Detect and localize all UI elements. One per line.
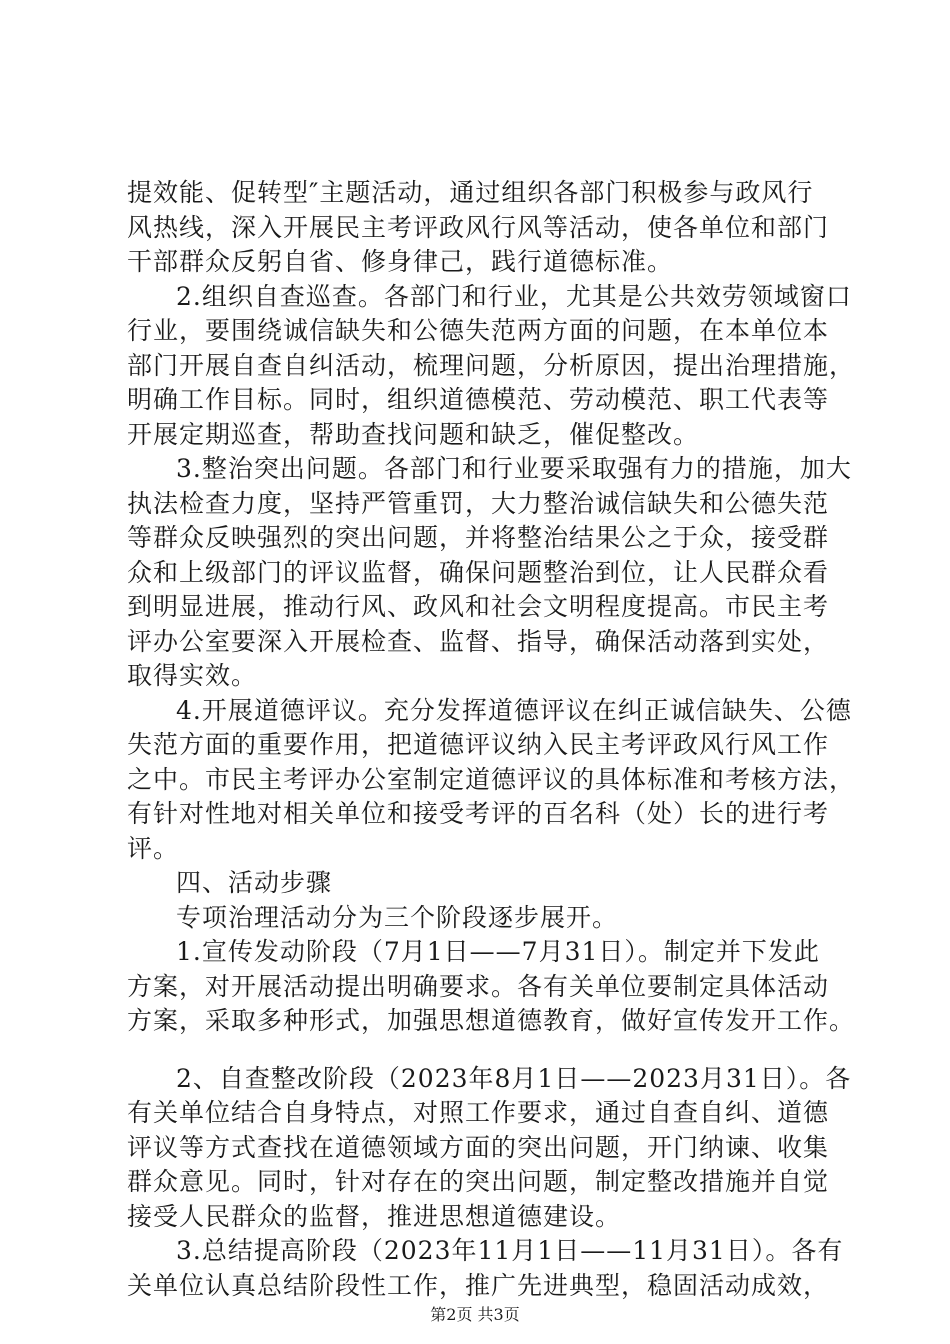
text-line: 专项治理活动分为三个阶段逐步展开。 <box>176 903 619 932</box>
text-line: 评办公室要深入开展检查、监督、指导，确保活动落到实处， <box>127 627 830 656</box>
text-line: 取得实效。 <box>127 661 258 690</box>
page-number-footer: 第2页 共3页 <box>430 1305 520 1324</box>
text-line: 3.总结提高阶段（2023年11月1日——11月31日）。各有 <box>176 1236 844 1265</box>
text-line: 评。 <box>127 834 180 863</box>
text-line: 开展定期巡查，帮助查找问题和缺乏，催促整改。 <box>127 420 700 449</box>
text-line: 执法检查力度，坚持严管重罚，大力整治诚信缺失和公德失范 <box>127 489 830 518</box>
text-line: 关单位认真总结阶段性工作，推广先进典型，稳固活动成效， <box>127 1271 830 1300</box>
text-line: 接受人民群众的监督，推进思想道德建设。 <box>127 1202 622 1231</box>
text-line: 评议等方式查找在道德领域方面的突出问题，开门纳谏、收集 <box>127 1133 830 1162</box>
text-line: 风热线，深入开展民主考评政风行风等活动，使各单位和部门 <box>127 213 830 242</box>
text-line: 众和上级部门的评议监督，确保问题整治到位，让人民群众看 <box>127 558 830 587</box>
text-line: 等群众反映强烈的突出问题，并将整治结果公之于众，接受群 <box>127 523 830 552</box>
text-line: 有关单位结合自身特点，对照工作要求，通过自查自纠、道德 <box>127 1098 830 1127</box>
section-heading: 四、活动步骤 <box>176 868 333 897</box>
text-line: 干部群众反躬自省、修身律己，践行道德标准。 <box>127 247 674 276</box>
text-line: 部门开展自查自纠活动，梳理问题，分析原因，提出治理措施， <box>127 351 856 380</box>
text-line: 群众意见。同时，针对存在的突出问题，制定整改措施并自觉 <box>127 1167 830 1196</box>
text-line: 失范方面的重要作用，把道德评议纳入民主考评政风行风工作 <box>127 730 830 759</box>
text-line: 到明显进展，推动行风、政风和社会文明程度提高。市民主考 <box>127 592 830 621</box>
text-line: 行业，要围绕诚信缺失和公德失范两方面的问题，在本单位本 <box>127 316 830 345</box>
text-line: 有针对性地对相关单位和接受考评的百名科（处）长的进行考 <box>127 799 830 828</box>
text-line: 方案，采取多种形式，加强思想道德教育，做好宣传发开工作。 <box>127 1006 856 1035</box>
text-line: 1.宣传发动阶段（7月1日——7月31日）。制定并下发此 <box>176 937 820 966</box>
text-line: 明确工作目标。同时，组织道德模范、劳动模范、职工代表等 <box>127 385 830 414</box>
text-line: 提效能、促转型″主题活动，通过组织各部门积极参与政风行 <box>127 178 814 207</box>
text-line: 4.开展道德评议。充分发挥道德评议在纠正诚信缺失、公德 <box>176 696 852 725</box>
text-line: 之中。市民主考评办公室制定道德评议的具体标准和考核方法， <box>127 765 856 794</box>
text-line: 3.整治突出问题。各部门和行业要采取强有力的措施，加大 <box>176 454 852 483</box>
text-line: 方案，对开展活动提出明确要求。各有关单位要制定具体活动 <box>127 972 830 1001</box>
text-line: 2、自查整改阶段（2023年8月1日——2023月31日）。各 <box>176 1064 852 1093</box>
text-line: 2.组织自查巡查。各部门和行业，尤其是公共效劳领域窗口 <box>176 282 852 311</box>
